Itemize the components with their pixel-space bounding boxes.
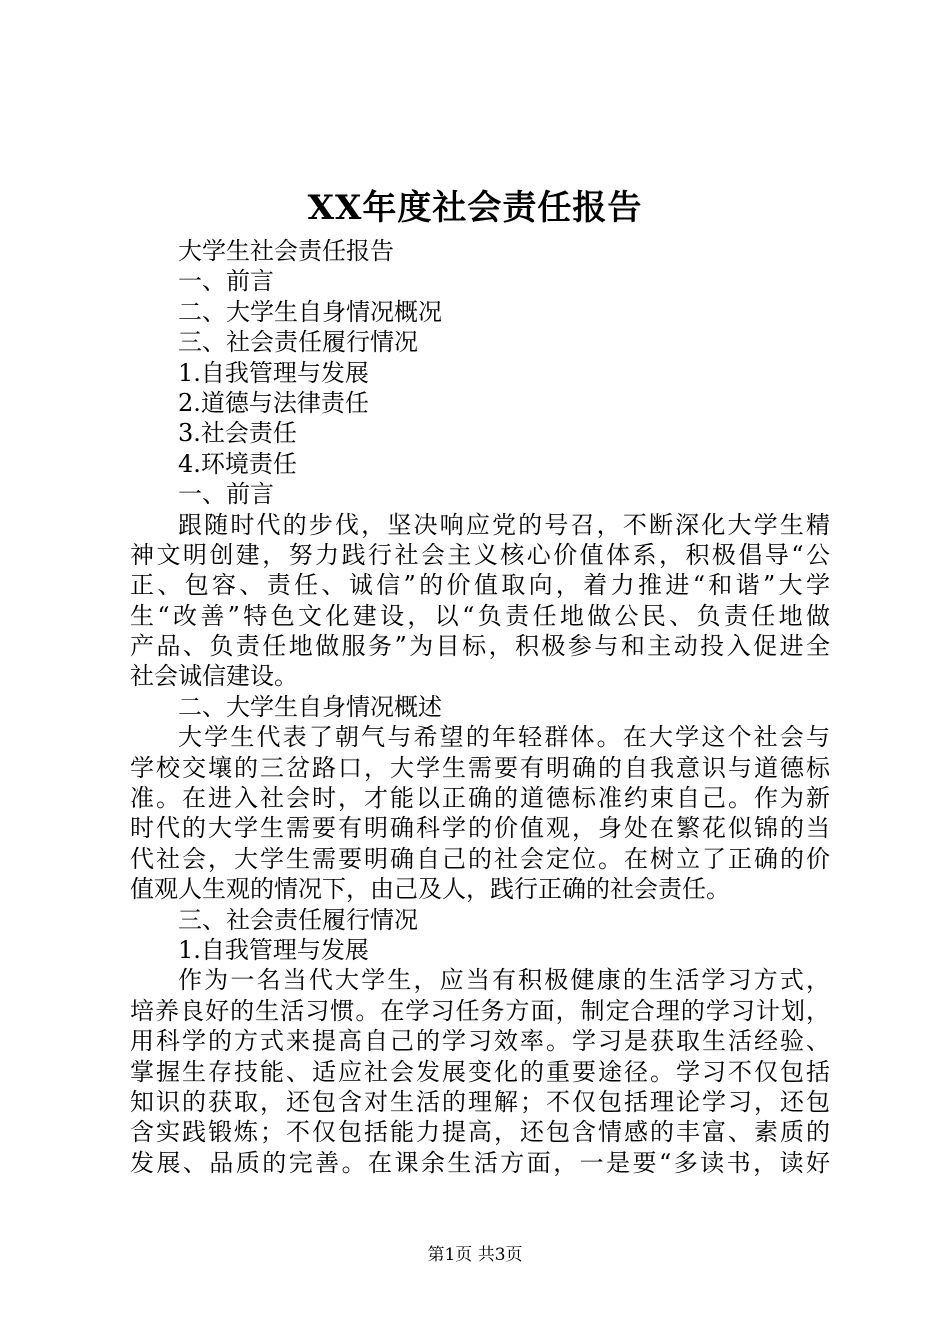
text-line: 时代的大学生需要有明确科学的价值观，身处在繁花似锦的当 bbox=[130, 814, 830, 843]
text-line: 三、社会责任履行情况 bbox=[178, 905, 418, 934]
text-line: 值观人生观的情况下，由己及人，践行正确的社会责任。 bbox=[130, 875, 730, 904]
text-line: 1.自我管理与发展 bbox=[178, 935, 369, 964]
text-line: 掌握生存技能、适应社会发展变化的重要途径。学习不仅包括 bbox=[130, 1057, 830, 1086]
text-line: 神文明创建，努力践行社会主义核心价值体系，积极倡导“公 bbox=[130, 540, 830, 569]
text-line: 一、前言 bbox=[178, 480, 274, 509]
text-line: 生“改善”特色文化建设，以“负责任地做公民、负责任地做 bbox=[130, 601, 830, 630]
text-line: 大学生社会责任报告 bbox=[178, 237, 394, 265]
document-title: XX年度社会责任报告 bbox=[307, 188, 643, 228]
text-line: 二、大学生自身情况概述 bbox=[178, 692, 442, 721]
text-line: 培养良好的生活习惯。在学习任务方面，制定合理的学习计划， bbox=[130, 996, 830, 1025]
text-line: 二、大学生自身情况概况 bbox=[178, 297, 442, 326]
text-line: 准。在进入社会时，才能以正确的道德标准约束自己。作为新 bbox=[130, 784, 830, 813]
text-line: 知识的获取，还包含对生活的理解；不仅包括理论学习，还包 bbox=[130, 1087, 830, 1116]
text-line: 2.道德与法律责任 bbox=[178, 388, 369, 417]
text-line: 代社会，大学生需要明确自己的社会定位。在树立了正确的价 bbox=[130, 844, 830, 873]
text-line: 发展、品质的完善。在课余生活方面，一是要“多读书，读好 bbox=[130, 1148, 830, 1177]
text-line: 含实践锻炼；不仅包括能力提高，还包含情感的丰富、素质的 bbox=[130, 1118, 830, 1147]
document-body bbox=[130, 236, 830, 1178]
text-line: 社会诚信建设。 bbox=[130, 662, 298, 691]
text-line: 产品、负责任地做服务”为目标，积极参与和主动投入促进全 bbox=[130, 632, 830, 661]
text-line: 用科学的方式来提高自己的学习效率。学习是获取生活经验、 bbox=[130, 1027, 830, 1056]
text-line: 4.环境责任 bbox=[178, 449, 297, 478]
text-line: 一、前言 bbox=[178, 267, 274, 296]
text-line: 跟随时代的步伐，坚决响应党的号召，不断深化大学生精 bbox=[178, 510, 830, 539]
text-line: 1.自我管理与发展 bbox=[178, 358, 369, 387]
page-footer: 第1页 共3页 bbox=[427, 1245, 523, 1265]
text-line: 正、包容、责任、诚信”的价值取向，着力推进“和谐”大学 bbox=[130, 571, 830, 600]
text-line: 作为一名当代大学生，应当有积极健康的生活学习方式， bbox=[178, 966, 830, 995]
text-line: 三、社会责任履行情况 bbox=[178, 328, 418, 357]
text-line: 学校交壤的三岔路口，大学生需要有明确的自我意识与道德标 bbox=[130, 753, 830, 782]
text-line: 大学生代表了朝气与希望的年轻群体。在大学这个社会与 bbox=[178, 723, 830, 752]
text-line: 3.社会责任 bbox=[178, 419, 297, 448]
